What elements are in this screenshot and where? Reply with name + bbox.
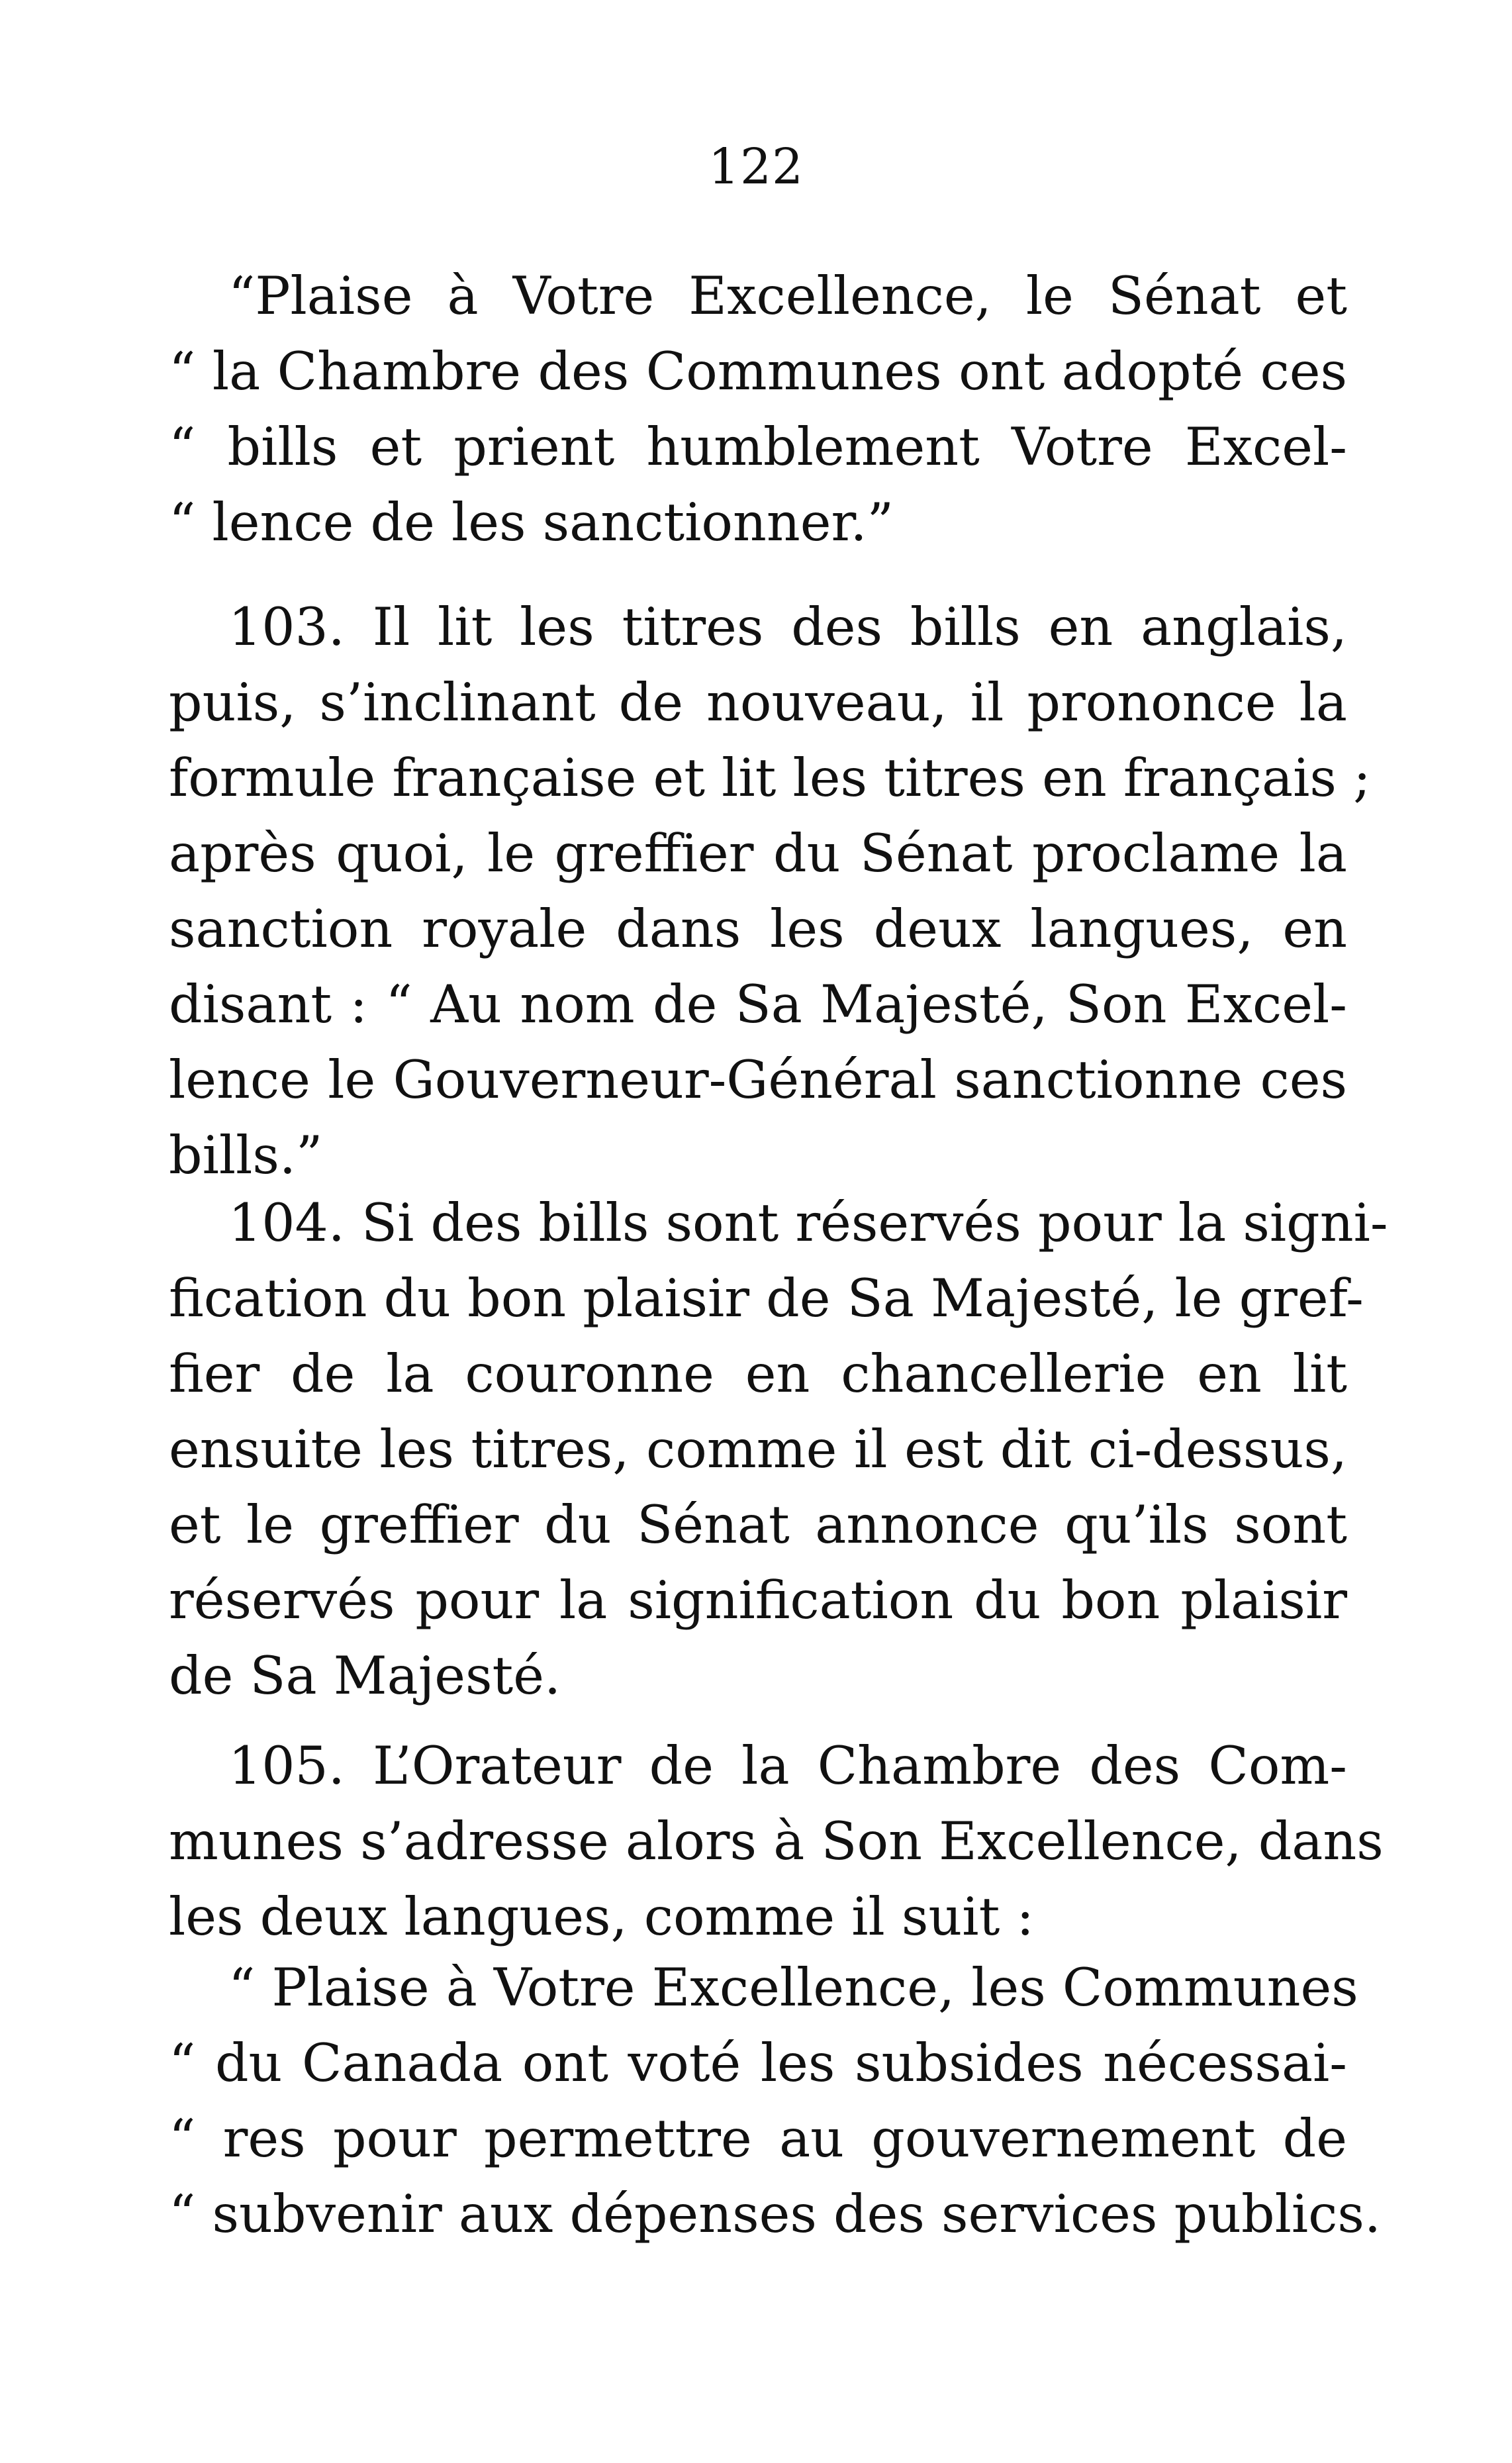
text-line: 105. L’Orateur de la Chambre des Com- [228, 1735, 1347, 1796]
text-line: 103. Il lit les titres des bills en anglais, [228, 597, 1347, 657]
text-line: munes s’adresse alors à Son Excellence, dans [169, 1811, 1384, 1872]
text-line: après quoi, le greffier du Sénat proclame la [169, 823, 1347, 884]
text-line: et le greffier du Sénat annonce qu’ils sont [169, 1494, 1347, 1555]
paragraph-104 [169, 1185, 1388, 1714]
text-line: réservés pour la signification du bon plaisir [169, 1570, 1347, 1631]
text-line: disant : “ Au nom de Sa Majesté, Son Excel- [169, 974, 1347, 1035]
text-line: lence le Gouverneur-Général sanctionne ces [169, 1049, 1347, 1110]
page-number: 122 [708, 138, 804, 195]
text-line: “ Plaise à Votre Excellence, les Communes [228, 1957, 1358, 2018]
opening-quote [169, 258, 1347, 560]
text-line: 104. Si des bills sont réservés pour la signi- [228, 1192, 1388, 1253]
text-line: ensuite les titres, comme il est dit ci-dessus, [169, 1419, 1347, 1480]
closing-quote [169, 1950, 1382, 2252]
text-line: formule française et lit les titres en français ; [169, 748, 1371, 808]
text-line: bills.” [169, 1125, 323, 1186]
text-line: “ lence de les sanctionner.” [169, 492, 894, 553]
text-line: “ res pour permettre au gouvernement de [169, 2108, 1347, 2169]
paragraph-103 [169, 589, 1371, 1193]
text-line: “Plaise à Votre Excellence, le Sénat et [228, 266, 1347, 326]
text-line: “ du Canada ont voté les subsides nécessai- [169, 2033, 1347, 2094]
text-line: “ la Chambre des Communes ont adopté ces [169, 341, 1347, 402]
paragraph-105 [169, 1728, 1384, 1955]
text-line: sanction royale dans les deux langues, en [169, 898, 1347, 959]
text-line: fier de la couronne en chancellerie en lit [169, 1343, 1347, 1404]
text-line: les deux langues, comme il suit : [169, 1886, 1035, 1947]
text-line: “ subvenir aux dépenses des services publics. [169, 2184, 1382, 2245]
text-line: de Sa Majesté. [169, 1645, 561, 1706]
text-line: fication du bon plaisir de Sa Majesté, le gref- [169, 1268, 1364, 1329]
text-line: “ bills et prient humblement Votre Excel- [169, 416, 1347, 477]
text-line: puis, s’inclinant de nouveau, il prononce la [169, 672, 1347, 733]
